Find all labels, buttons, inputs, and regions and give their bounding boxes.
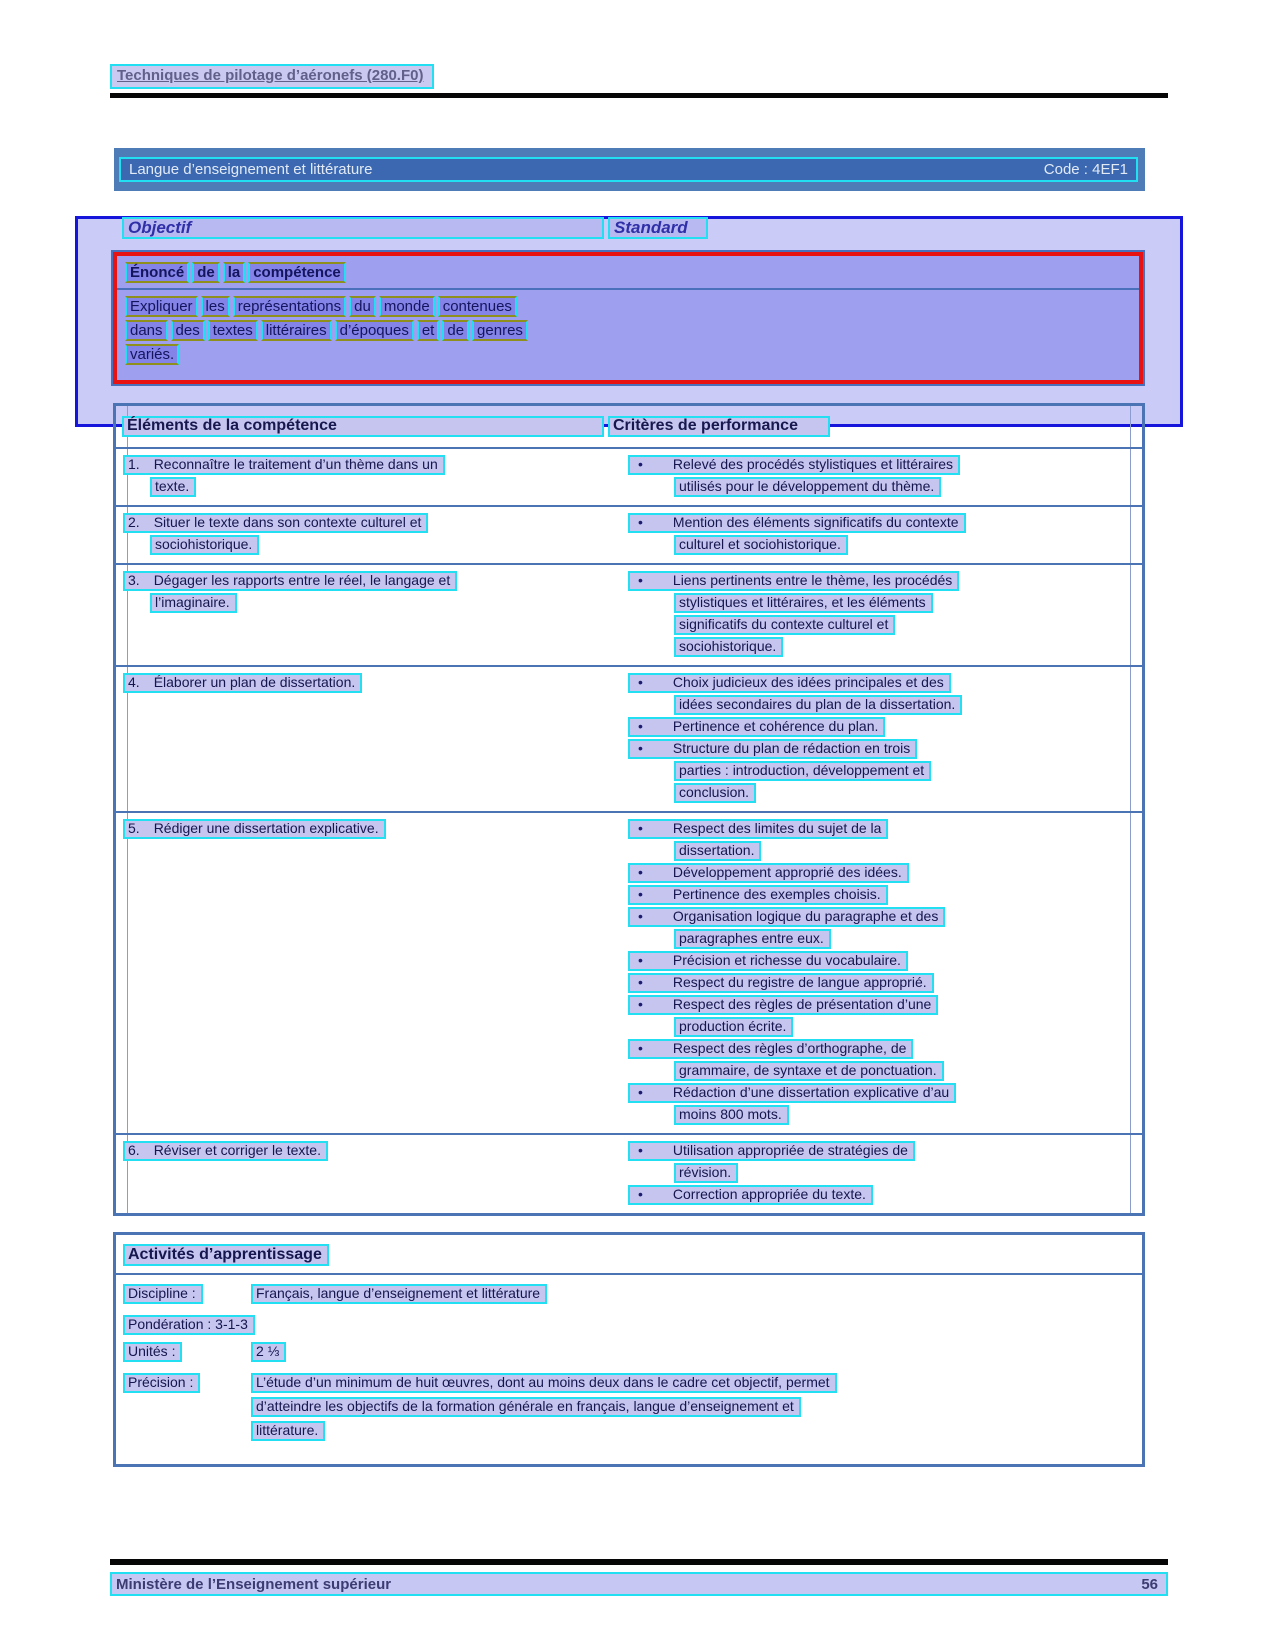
- criteria-line: [628, 819, 1134, 839]
- element-cell: [116, 513, 628, 557]
- activites-value-line: [251, 1373, 1134, 1393]
- objectif-standard-box: [75, 216, 1183, 427]
- element-line-highlight: 1. Reconnaître le traitement d’un thème dans un: [123, 455, 445, 475]
- bullet-icon: •: [638, 952, 643, 968]
- objectif-heading: Objectif: [122, 217, 604, 239]
- criteria-cell: [628, 513, 1142, 557]
- activites-row: [123, 1373, 1134, 1445]
- bullet-icon: •: [638, 1084, 643, 1100]
- element-line-highlight: texte.: [150, 477, 196, 497]
- standard-heading: Standard: [608, 217, 708, 239]
- activites-value-highlight: Français, langue d’enseignement et littérature: [251, 1284, 547, 1304]
- criteria-line-highlight: parties : introduction, développement et: [674, 761, 931, 781]
- enonce-line-word: et: [417, 320, 440, 341]
- criteria-line: [628, 1185, 1134, 1205]
- running-header-text: Techniques de pilotage d’aéronefs (280.F0): [110, 64, 434, 89]
- bullet-icon: •: [638, 456, 643, 472]
- element-line-highlight: 6. Réviser et corriger le texte.: [123, 1141, 328, 1161]
- column-header-elements: Éléments de la compétence: [122, 416, 604, 437]
- activites-row: [123, 1342, 1134, 1366]
- activites-values: [251, 1342, 1134, 1366]
- criteria-line-highlight: • Structure du plan de rédaction en trois: [628, 739, 917, 759]
- enonce-line-word: contenues: [438, 296, 517, 317]
- subject-title-strip: [119, 157, 1138, 182]
- criteria-line-highlight: paragraphes entre eux.: [674, 929, 831, 949]
- activites-value-highlight: 2 ⅓: [251, 1342, 286, 1362]
- activites-header: [116, 1235, 1142, 1275]
- table-row: [116, 1133, 1142, 1213]
- enonce-line: [125, 320, 1139, 341]
- criteria-line-highlight: stylistiques et littéraires, et les éléments: [674, 593, 933, 613]
- criteria-line-highlight: révision.: [674, 1163, 738, 1183]
- bullet-icon: •: [638, 514, 643, 530]
- criteria-line-highlight: • Développement approprié des idées.: [628, 863, 909, 883]
- criteria-line: [628, 863, 1134, 883]
- criteria-line: [628, 995, 1134, 1015]
- enonce-title-word: la: [223, 262, 246, 283]
- element-line-highlight: 2. Situer le texte dans son contexte culturel et: [123, 513, 428, 533]
- criteria-line-highlight: • Organisation logique du paragraphe et des: [628, 907, 945, 927]
- criteria-line-highlight: • Respect du registre de langue approprié.: [628, 973, 934, 993]
- criteria-line-highlight: moins 800 mots.: [674, 1105, 789, 1125]
- enonce-line-word: les: [201, 296, 230, 317]
- element-line-highlight: 5. Rédiger une dissertation explicative.: [123, 819, 386, 839]
- activites-label: Précision :: [123, 1373, 200, 1393]
- criteria-line-highlight: • Rédaction d’une dissertation explicative d’au: [628, 1083, 956, 1103]
- bullet-icon: •: [638, 996, 643, 1012]
- enonce-title-word: de: [192, 262, 220, 283]
- ministry-name: Ministère de l’Enseignement supérieur: [116, 1575, 392, 1593]
- table-row: [116, 447, 1142, 505]
- criteria-line-highlight: culturel et sociohistorique.: [674, 535, 848, 555]
- element-line-highlight: 3. Dégager les rapports entre le réel, le langage et: [123, 571, 457, 591]
- activites-row: [123, 1315, 1134, 1335]
- criteria-line: [628, 673, 1134, 693]
- activites-value-highlight: littérature.: [251, 1421, 325, 1441]
- criteria-cell: [628, 1141, 1142, 1207]
- course-code: Code : 4EF1: [1043, 161, 1128, 178]
- criteria-cell: [628, 819, 1142, 1127]
- element-cell: [116, 455, 628, 499]
- activites-values: [251, 1373, 1134, 1445]
- enonce-line-word: Expliquer: [125, 296, 198, 317]
- table-row: [116, 811, 1142, 1133]
- criteria-line: [628, 571, 1134, 591]
- criteria-line-highlight: idées secondaires du plan de la dissertation.: [674, 695, 962, 715]
- element-line: [123, 673, 628, 693]
- criteria-line: [628, 783, 1134, 803]
- criteria-line: [628, 1105, 1134, 1125]
- activites-values: [251, 1284, 1134, 1308]
- bullet-icon: •: [638, 674, 643, 690]
- criteria-line-highlight: • Pertinence et cohérence du plan.: [628, 717, 885, 737]
- criteria-cell: [628, 455, 1142, 499]
- enonce-title-word: Énoncé: [125, 262, 189, 283]
- activites-label: Unités :: [123, 1342, 182, 1362]
- element-line-highlight: 4. Élaborer un plan de dissertation.: [123, 673, 362, 693]
- activites-apprentissage-box: [113, 1232, 1145, 1467]
- criteria-line: [628, 1083, 1134, 1103]
- criteria-line: [628, 717, 1134, 737]
- criteria-line-highlight: conclusion.: [674, 783, 756, 803]
- enonce-line-word: littéraires: [261, 320, 332, 341]
- bullet-icon: •: [638, 908, 643, 924]
- criteria-line-highlight: sociohistorique.: [674, 637, 783, 657]
- enonce-line: [125, 344, 1139, 365]
- enonce-line-word: des: [171, 320, 205, 341]
- criteria-line: [628, 593, 1134, 613]
- activites-body: [116, 1275, 1142, 1464]
- activites-value-line: [251, 1342, 1134, 1362]
- element-line: [123, 819, 628, 839]
- enonce-statement: [117, 290, 1139, 365]
- enonce-line-word: textes: [208, 320, 258, 341]
- activites-value-highlight: d’atteindre les objectifs de la formation générale en français, langue d’enseignement et: [251, 1397, 801, 1417]
- element-line: [123, 571, 628, 591]
- enonce-line-word: genres: [472, 320, 528, 341]
- bullet-icon: •: [638, 886, 643, 902]
- bullet-icon: •: [638, 1142, 643, 1158]
- criteria-line: [628, 1061, 1134, 1081]
- criteria-line: [628, 1017, 1134, 1037]
- criteria-cell: [628, 571, 1142, 659]
- table-row: [116, 563, 1142, 665]
- page-number: 56: [1141, 1575, 1158, 1593]
- criteria-line-highlight: • Utilisation appropriée de stratégies de: [628, 1141, 915, 1161]
- criteria-line-highlight: • Mention des éléments significatifs du contexte: [628, 513, 966, 533]
- element-line: [123, 513, 628, 533]
- item-number: 2.: [128, 514, 140, 530]
- criteria-line: [628, 637, 1134, 657]
- bullet-icon: •: [638, 1040, 643, 1056]
- criteria-line: [628, 841, 1134, 861]
- item-number: 1.: [128, 456, 140, 472]
- table-header-row: [116, 406, 1142, 447]
- objectif-standard-row: [122, 217, 708, 239]
- bullet-icon: •: [638, 572, 643, 588]
- criteria-line: [628, 951, 1134, 971]
- criteria-cell: [628, 673, 1142, 805]
- element-cell: [116, 1141, 628, 1207]
- element-line-highlight: l’imaginaire.: [150, 593, 237, 613]
- criteria-line: [628, 1141, 1134, 1161]
- criteria-line-highlight: dissertation.: [674, 841, 761, 861]
- column-header-criteres: Critères de performance: [608, 416, 830, 437]
- activites-row: [123, 1284, 1134, 1308]
- competence-table: [113, 403, 1145, 1216]
- bullet-icon: •: [638, 974, 643, 990]
- enonce-line-word: monde: [379, 296, 435, 317]
- criteria-line: [628, 1039, 1134, 1059]
- subject-title-bar: [114, 148, 1145, 191]
- enonce-line: [125, 296, 1139, 317]
- criteria-line-highlight: • Respect des règles de présentation d’une: [628, 995, 938, 1015]
- criteria-line: [628, 1163, 1134, 1183]
- criteria-line-highlight: utilisés pour le développement du thème.: [674, 477, 941, 497]
- table-row: [116, 505, 1142, 563]
- item-number: 4.: [128, 674, 140, 690]
- item-number: 3.: [128, 572, 140, 588]
- criteria-line-highlight: • Respect des limites du sujet de la: [628, 819, 888, 839]
- criteria-line-highlight: grammaire, de syntaxe et de ponctuation.: [674, 1061, 944, 1081]
- enonce-competence-box: [113, 252, 1143, 384]
- activites-value-line: [251, 1421, 1134, 1441]
- activites-label: Pondération : 3-1-3: [123, 1315, 255, 1335]
- table-body: [116, 447, 1142, 1213]
- top-rule: [110, 93, 1168, 98]
- bottom-rule: [110, 1559, 1168, 1565]
- element-line: [123, 593, 628, 613]
- element-cell: [116, 819, 628, 1127]
- enonce-title-word: compétence: [248, 262, 346, 283]
- activites-label: Discipline :: [123, 1284, 203, 1304]
- bullet-icon: •: [638, 740, 643, 756]
- criteria-line: [628, 535, 1134, 555]
- page-footer: [110, 1572, 1168, 1596]
- item-number: 6.: [128, 1142, 140, 1158]
- criteria-line: [628, 761, 1134, 781]
- criteria-line: [628, 455, 1134, 475]
- element-line: [123, 455, 628, 475]
- enonce-line-word: d’époques: [335, 320, 414, 341]
- criteria-line-highlight: significatifs du contexte culturel et: [674, 615, 895, 635]
- criteria-line-highlight: • Pertinence des exemples choisis.: [628, 885, 888, 905]
- table-row: [116, 665, 1142, 811]
- criteria-line: [628, 513, 1134, 533]
- criteria-line-highlight: • Précision et richesse du vocabulaire.: [628, 951, 908, 971]
- enonce-line-word: variés.: [125, 344, 179, 365]
- criteria-line-highlight: • Choix judicieux des idées principales et des: [628, 673, 951, 693]
- criteria-line: [628, 739, 1134, 759]
- criteria-line: [628, 885, 1134, 905]
- criteria-line-highlight: • Relevé des procédés stylistiques et littéraires: [628, 455, 960, 475]
- activites-value-highlight: L’étude d’un minimum de huit œuvres, dont au moins deux dans le cadre cet objectif, permet: [251, 1373, 837, 1393]
- criteria-line: [628, 973, 1134, 993]
- subject-title: Langue d’enseignement et littérature: [129, 161, 373, 178]
- bullet-icon: •: [638, 1186, 643, 1202]
- criteria-line: [628, 929, 1134, 949]
- enonce-line-word: de: [442, 320, 469, 341]
- activites-value-line: [251, 1284, 1134, 1304]
- enonce-line-word: dans: [125, 320, 168, 341]
- running-header: [110, 64, 434, 89]
- bullet-icon: •: [638, 820, 643, 836]
- criteria-line-highlight: • Correction appropriée du texte.: [628, 1185, 873, 1205]
- element-cell: [116, 571, 628, 659]
- item-number: 5.: [128, 820, 140, 836]
- element-cell: [116, 673, 628, 805]
- criteria-line-highlight: • Liens pertinents entre le thème, les procédés: [628, 571, 959, 591]
- bullet-icon: •: [638, 864, 643, 880]
- activites-value-line: [251, 1397, 1134, 1417]
- criteria-line: [628, 477, 1134, 497]
- criteria-line-highlight: • Respect des règles d’orthographe, de: [628, 1039, 913, 1059]
- enonce-line-word: du: [349, 296, 376, 317]
- criteria-line: [628, 907, 1134, 927]
- element-line: [123, 477, 628, 497]
- criteria-line-highlight: production écrite.: [674, 1017, 793, 1037]
- criteria-line: [628, 695, 1134, 715]
- activites-title: Activités d’apprentissage: [123, 1244, 329, 1266]
- bullet-icon: •: [638, 718, 643, 734]
- enonce-title: [117, 256, 1139, 290]
- element-line-highlight: sociohistorique.: [150, 535, 259, 555]
- element-line: [123, 535, 628, 555]
- criteria-line: [628, 615, 1134, 635]
- enonce-line-word: représentations: [233, 296, 346, 317]
- element-line: [123, 1141, 628, 1161]
